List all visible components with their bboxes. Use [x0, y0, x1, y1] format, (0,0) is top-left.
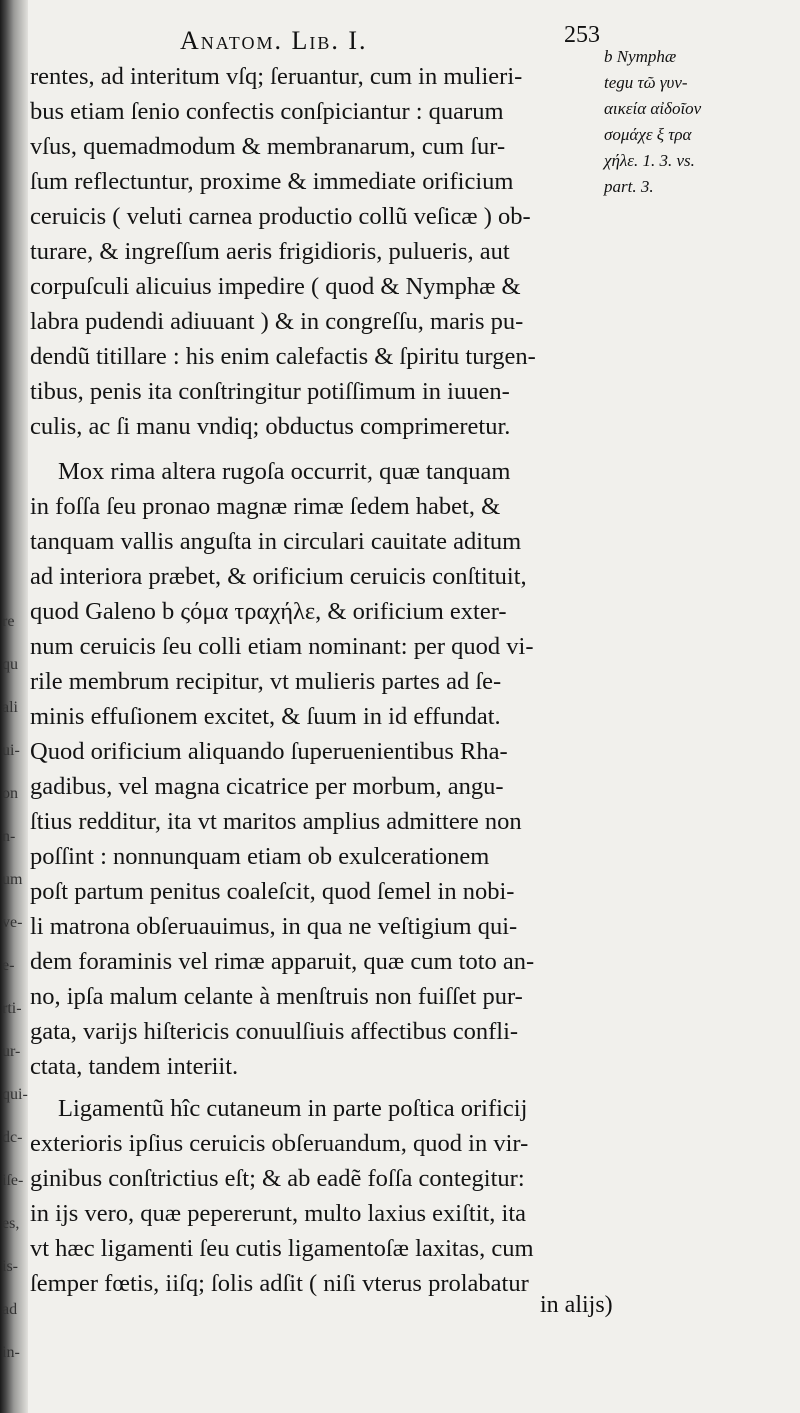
- text-line: ginibus conſtrictius eſt; & ab eadẽ foſſa contegitur:: [30, 1165, 525, 1192]
- marginal-note: [604, 44, 794, 200]
- text-line: Quod orificium aliquando ſuperuenientibus Rha-: [30, 738, 508, 765]
- text-line: tibus, penis ita conſtringitur potiſſimum in iuuen-: [30, 378, 510, 405]
- bleed-fragment: es,: [2, 1215, 20, 1232]
- text-line: num ceruicis ſeu colli etiam nominant: per quod vi-: [30, 633, 534, 660]
- bleed-fragment: e-: [2, 957, 15, 974]
- bleed-fragment: dc-: [2, 1129, 23, 1146]
- text-line: quod Galeno b ςόμα τραχήλε, & orificium exter-: [30, 598, 507, 625]
- bleed-fragment: re: [2, 613, 15, 630]
- text-line: gadibus, vel magna cicatrice per morbum, angu-: [30, 773, 504, 800]
- text-line: ceruicis ( veluti carnea productio collũ veſicæ ) ob-: [30, 203, 531, 230]
- text-line: poſt partum penitus coaleſcit, quod ſemel in nobi-: [30, 878, 515, 905]
- bleed-fragment: qu: [2, 656, 18, 673]
- text-line: tanquam vallis anguſta in circulari cauitate aditum: [30, 528, 522, 555]
- text-line: ad interiora præbet, & orificium ceruicis conſtituit,: [30, 563, 527, 590]
- bleed-fragment: ali: [2, 699, 18, 716]
- text-line: no, ipſa malum celante à menſtruis non fuiſſet pur-: [30, 983, 523, 1010]
- text-line: dem foraminis vel rimæ apparuit, quæ cum toto an-: [30, 948, 535, 975]
- bleed-fragment: ve-: [2, 914, 23, 931]
- running-head: Anatom. Lib. I.: [180, 26, 368, 55]
- text-line: vſus, quemadmodum & membranarum, cum ſur-: [30, 133, 506, 160]
- bleed-fragment: ui-: [2, 742, 20, 759]
- text-line: gata, varijs hiſtericis conuulſiuis affectibus confli-: [30, 1018, 519, 1045]
- marginal-note-line: tegu τῶ γυν-: [604, 73, 688, 92]
- text-line: ctata, tandem interiit.: [30, 1053, 239, 1080]
- text-line: labra pudendi adiuuant ) & in congreſſu, maris pu-: [30, 308, 524, 335]
- text-line: rentes, ad interitum vſq; ſeruantur, cum in mulieri-: [30, 63, 523, 90]
- marginal-note-line: part. 3.: [604, 177, 654, 196]
- bleed-fragment: um: [2, 871, 23, 888]
- facing-page-bleed: [2, 600, 28, 1374]
- bleed-fragment: n-: [2, 828, 16, 845]
- page-number: 253: [564, 22, 600, 48]
- bleed-fragment: on: [2, 785, 18, 802]
- text-line: minis effuſionem excitet, & ſuum in id effundat.: [30, 703, 501, 730]
- bleed-fragment: iſe-: [2, 1172, 24, 1189]
- text-line: ſemper fœtis, iiſq; ſolis adſit ( niſi vterus prolabatur: [30, 1270, 529, 1297]
- text-line: li matrona obſeruauimus, in qua ne veſtigium qui-: [30, 913, 518, 940]
- marginal-note-line: αικεία αἰδοῖον: [604, 99, 702, 118]
- bleed-fragment: rti-: [2, 1000, 22, 1017]
- text-line: poſſint : nonnunquam etiam ob exulcerationem: [30, 843, 490, 870]
- text-line: corpuſculi alicuius impedire ( quod & Nymphæ &: [30, 273, 521, 300]
- text-line: in ijs vero, quæ pepererunt, multo laxius exiſtit, ita: [30, 1200, 527, 1227]
- text-line: rile membrum recipitur, vt mulieris partes ad ſe-: [30, 668, 502, 695]
- catchword: in alijs): [540, 1292, 613, 1318]
- marginal-note-line: χήλε. 1. 3. vs.: [604, 151, 695, 170]
- bleed-fragment: in-: [2, 1344, 20, 1361]
- text-line: vt hæc ligamenti ſeu cutis ligamentoſæ laxitas, cum: [30, 1235, 534, 1262]
- text-line: Mox rima altera rugoſa occurrit, quæ tanquam: [58, 458, 511, 485]
- marginal-note-line: σομάχε ξ τρα: [604, 125, 692, 144]
- text-line: culis, ac ſi manu vndiq; obductus comprimeretur.: [30, 413, 511, 440]
- bleed-fragment: ur-: [2, 1043, 21, 1060]
- text-line: in foſſa ſeu pronao magnæ rimæ ſedem habet, &: [30, 493, 501, 520]
- text-line: dendũ titillare : his enim calefactis & ſpiritu turgen-: [30, 343, 536, 370]
- marginal-note-line: b Nymphæ: [604, 47, 677, 66]
- bleed-fragment: is-: [2, 1258, 18, 1275]
- bleed-fragment: ad: [2, 1301, 18, 1318]
- text-line: exterioris ipſius ceruicis obſeruandum, quod in vir-: [30, 1130, 529, 1157]
- text-line: ſtius redditur, ita vt maritos amplius admittere non: [30, 808, 522, 835]
- bleed-fragment: qui-: [2, 1086, 28, 1103]
- text-line: ſum reflectuntur, proxime & immediate orificium: [30, 168, 514, 195]
- text-line: Ligamentũ hîc cutaneum in parte poſtica orificij: [58, 1095, 528, 1122]
- text-line: turare, & ingreſſum aeris frigidioris, pulueris, aut: [30, 238, 510, 265]
- text-line: bus etiam ſenio confectis conſpiciantur : quarum: [30, 98, 504, 125]
- page-header: [180, 22, 600, 58]
